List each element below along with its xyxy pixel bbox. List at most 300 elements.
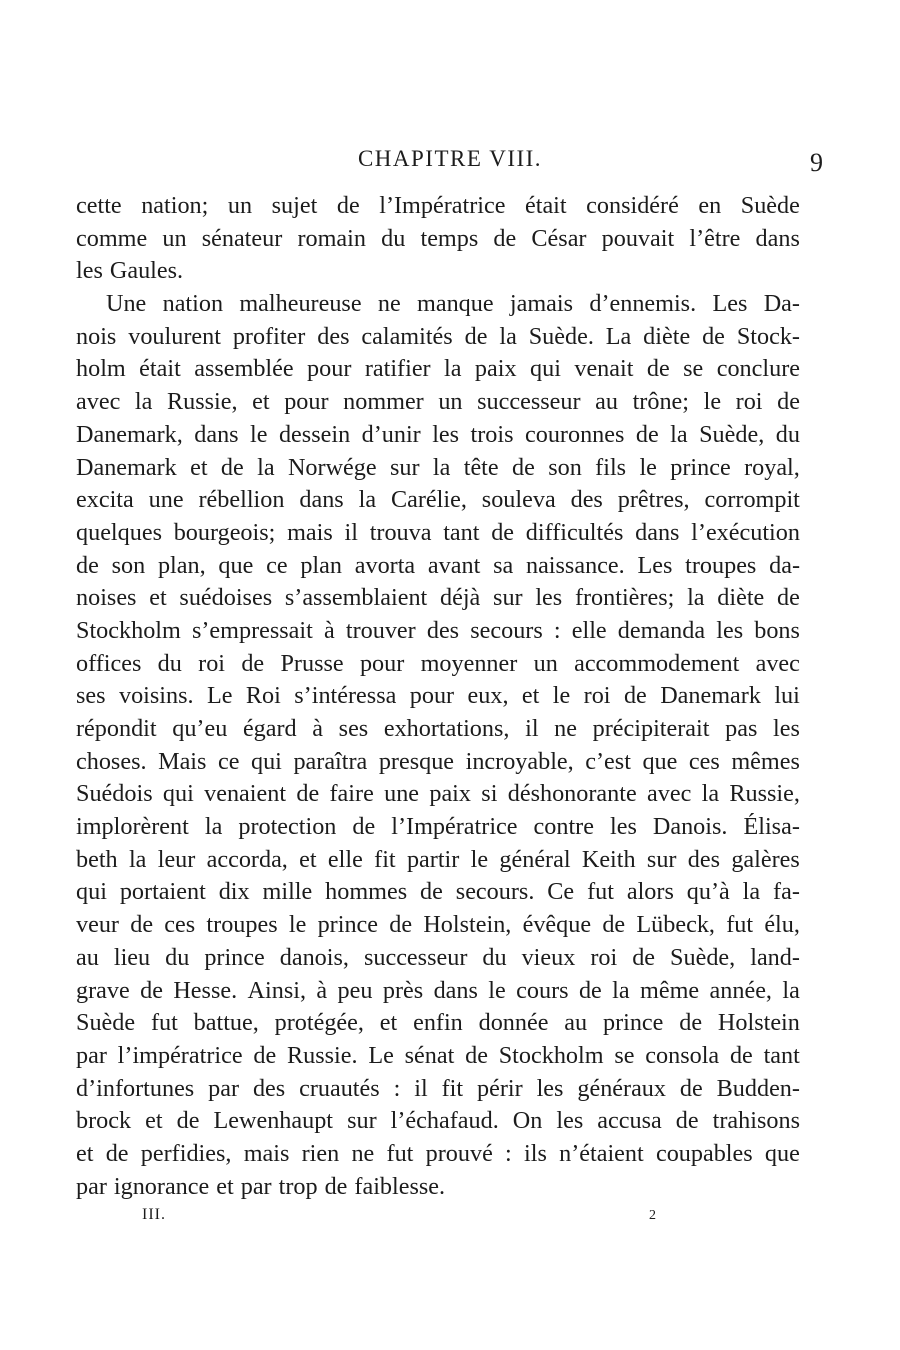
word: du [165, 943, 190, 971]
text-line [76, 648, 800, 681]
word: paix [474, 355, 517, 383]
word: faiblesse. [354, 1172, 446, 1200]
word: pouvait [601, 224, 675, 252]
word: répondit [76, 715, 157, 742]
word: On [512, 1107, 543, 1135]
word: choses. [76, 747, 147, 775]
text-line [76, 386, 800, 419]
word: da- [769, 551, 800, 579]
word: de [420, 878, 443, 906]
word: ratifier [364, 355, 431, 383]
word: le [470, 845, 489, 873]
word: que [218, 551, 254, 579]
word: La [605, 322, 632, 350]
word: ses [76, 682, 106, 710]
word: le [552, 682, 571, 710]
word: évêque [522, 911, 592, 939]
word: offices [76, 649, 142, 677]
word: en [698, 192, 722, 219]
text-line [76, 321, 800, 354]
text-line [76, 517, 800, 550]
word: Hesse. [173, 976, 238, 1004]
word: un [162, 224, 187, 252]
word: naissance. [525, 551, 625, 579]
word: venait [574, 355, 634, 383]
word: la [444, 355, 462, 383]
word: c’est [585, 747, 631, 775]
word: au [564, 1009, 588, 1037]
word: et [252, 388, 270, 416]
word: danois, [279, 943, 349, 971]
word: précipiterait [592, 715, 710, 742]
word: la [742, 878, 761, 906]
word: fils [595, 453, 627, 481]
word: nommer [343, 388, 424, 416]
text-line [76, 876, 800, 909]
word: perfidies, [140, 1139, 232, 1167]
word: : [505, 1139, 512, 1167]
word: la [499, 322, 517, 350]
word: rébellion [198, 486, 285, 514]
word: périr [477, 1074, 523, 1102]
word: pour [359, 649, 405, 677]
word: de [491, 518, 515, 546]
word: tant [763, 1041, 800, 1069]
word: roi [590, 943, 618, 971]
word: excita [76, 486, 134, 514]
word: accorda, [206, 845, 288, 873]
page-footer [0, 1206, 900, 1230]
word: ce [217, 747, 240, 775]
text-line [76, 255, 800, 288]
word: suédoises [179, 584, 273, 612]
word: déshonorante [507, 780, 637, 808]
word: une [384, 780, 420, 808]
word: battue, [193, 1009, 259, 1037]
word: par [76, 1041, 107, 1069]
page-number: 9 [810, 148, 823, 177]
word: de [729, 1041, 753, 1069]
word: l’Impératrice [391, 813, 518, 841]
word: conclure [716, 355, 800, 383]
word: Ainsi, [247, 976, 307, 1004]
text-line [76, 909, 800, 942]
word: pour [307, 355, 352, 383]
word: : [393, 1074, 401, 1102]
word: de [130, 911, 154, 939]
text-line [76, 1073, 800, 1106]
word: vieux [521, 943, 576, 971]
word: l’être [689, 224, 741, 252]
word: Holstein [717, 1009, 800, 1037]
word: nation [162, 290, 224, 318]
word: César [531, 224, 587, 252]
word: Mais [158, 747, 207, 775]
word: Danois. [652, 813, 728, 841]
word: bons [754, 616, 800, 644]
word: dessein [278, 420, 351, 448]
word: prince [204, 943, 265, 971]
text-line [76, 223, 800, 256]
word: paraîtra [293, 747, 368, 775]
word: sur [347, 1107, 377, 1135]
word: les [556, 1107, 584, 1135]
word: fa- [773, 878, 800, 906]
word: nois [76, 322, 117, 350]
word: avec [76, 388, 121, 416]
word: corrompit [704, 486, 800, 514]
word: nation; [141, 192, 209, 219]
word: prince [670, 453, 731, 481]
text-line [76, 942, 800, 975]
word: enfin [413, 1009, 463, 1037]
word: sujet [271, 192, 318, 219]
word: plan [300, 551, 342, 579]
word: tant [443, 518, 480, 546]
word: qui [76, 878, 107, 906]
word: pour [409, 682, 455, 710]
word: cours [516, 976, 569, 1004]
word: s’assemblaient [284, 584, 428, 612]
word: jamais [509, 290, 574, 318]
word: presque [378, 747, 455, 775]
word: trois [470, 420, 514, 448]
word: dans [433, 976, 478, 1004]
word: fut [150, 1009, 178, 1037]
word: royal, [744, 453, 800, 481]
word: profiter [232, 322, 306, 350]
text-line [76, 778, 800, 811]
text-line [76, 550, 800, 583]
word: quelques [76, 518, 162, 546]
word: les [536, 1074, 564, 1102]
word: mille [262, 878, 313, 906]
word: ses [338, 715, 369, 742]
word: lui [774, 682, 800, 710]
word: était [524, 192, 567, 219]
word: ces [164, 911, 196, 939]
word: de [777, 584, 800, 612]
text-line [76, 1105, 800, 1138]
word: Une [106, 290, 147, 318]
word: grave [76, 976, 130, 1004]
word: égard [242, 715, 297, 742]
word: Stock- [736, 322, 800, 350]
word: sa [493, 551, 514, 579]
word: coupables [655, 1139, 753, 1167]
word: il [414, 1074, 428, 1102]
word: Carélie, [391, 486, 467, 514]
word: partir [406, 845, 460, 873]
sheet-signature: 2 [649, 1208, 656, 1223]
word: land- [750, 943, 800, 971]
word: de [632, 943, 656, 971]
word: de [296, 780, 320, 808]
word: des [317, 322, 350, 350]
word: comme [76, 224, 148, 252]
word: de [464, 322, 488, 350]
word: Stockholm [76, 616, 181, 644]
word: bourgeois; [173, 518, 276, 546]
word: Élisa- [743, 813, 800, 841]
word: était [139, 355, 181, 383]
word: du [381, 224, 406, 252]
word: Danemark [76, 453, 177, 481]
word: trouva [369, 518, 432, 546]
word: trop [278, 1172, 318, 1200]
word: dans [194, 420, 239, 448]
word: de [675, 1107, 699, 1135]
word: la [670, 420, 688, 448]
word: Suède. [528, 322, 594, 350]
text-line [76, 713, 800, 746]
word: de [105, 1139, 129, 1167]
word: Roi [245, 682, 281, 710]
word: les [772, 715, 800, 742]
word: Gaules. [109, 257, 184, 285]
word: déjà [440, 584, 481, 612]
word: Le [206, 682, 233, 710]
word: accusa [597, 1107, 662, 1135]
word: secours [470, 616, 543, 644]
text-line [76, 1007, 800, 1040]
word: le [639, 453, 657, 481]
word: de [324, 1172, 348, 1200]
text-line [76, 1138, 800, 1171]
word: les [716, 616, 744, 644]
word: prouvé [425, 1139, 493, 1167]
word: holm [76, 355, 126, 383]
text-line [76, 844, 800, 877]
word: et [379, 1009, 398, 1037]
word: un [227, 192, 253, 219]
word: tête [463, 453, 499, 481]
text-line [76, 975, 800, 1008]
word: ne [377, 290, 401, 318]
word: troupes [206, 911, 278, 939]
word: le [288, 911, 307, 939]
word: par [208, 1074, 240, 1102]
word: qui [250, 747, 282, 775]
word: généraux [577, 1074, 666, 1102]
word: et [145, 1107, 163, 1135]
word: la [701, 780, 720, 808]
word: de [176, 1107, 200, 1135]
word: galères [731, 845, 800, 873]
body-text [76, 190, 800, 1203]
word: leur [157, 845, 196, 873]
word: lieu [113, 943, 151, 971]
word: à [323, 616, 335, 644]
word: et [149, 584, 167, 612]
word: : [553, 616, 561, 644]
word: de [253, 1041, 277, 1069]
word: un [533, 649, 558, 677]
word: et [216, 1172, 234, 1200]
word: des [426, 616, 460, 644]
text-line [76, 680, 800, 713]
word: les [432, 420, 460, 448]
text-line [76, 452, 800, 485]
word: de [493, 224, 517, 252]
word: successeur [477, 388, 581, 416]
word: de [140, 976, 163, 1004]
word: il [525, 715, 539, 742]
word: de [336, 192, 360, 219]
word: donnée [478, 1009, 549, 1037]
word: un [438, 388, 463, 416]
word: pas [725, 715, 758, 742]
word: l’Impératrice [379, 192, 506, 219]
word: et [521, 682, 540, 710]
word: qui [162, 780, 194, 808]
word: hommes [325, 878, 408, 906]
word: Suède, [699, 420, 765, 448]
word: Da- [763, 290, 800, 318]
word: général [499, 845, 571, 873]
word: Ce [547, 878, 575, 906]
word: difficultés [525, 518, 624, 546]
word: la [134, 388, 153, 416]
word: calamités [361, 322, 453, 350]
word: Holstein, [423, 911, 512, 939]
word: fut [587, 878, 614, 906]
text-line [76, 1171, 800, 1204]
word: Stockholm [498, 1041, 604, 1069]
word: couronnes [525, 420, 625, 448]
word: de [465, 1041, 488, 1069]
word: beth [76, 845, 118, 873]
word: prince [602, 1009, 664, 1037]
word: peu [337, 976, 373, 1004]
word: prêtres, [617, 486, 690, 514]
word: l’impératrice [117, 1041, 243, 1069]
word: la [257, 453, 275, 481]
word: ces [688, 747, 720, 775]
word: la [128, 845, 147, 873]
word: Danemark, [76, 420, 183, 448]
word: ignorance [113, 1172, 210, 1200]
word: cette [76, 192, 122, 219]
text-line [76, 811, 800, 844]
word: se [683, 355, 704, 383]
word: mais [243, 1139, 290, 1167]
running-head: CHAPITRE VIII. [357, 146, 543, 171]
text-line [76, 484, 800, 517]
word: avec [647, 780, 692, 808]
word: Le [368, 1041, 394, 1069]
word: sur [493, 584, 523, 612]
word: Lewenhaupt [213, 1107, 334, 1135]
word: Les [637, 551, 673, 579]
word: mêmes [731, 747, 800, 775]
word: paix [429, 780, 471, 808]
word: trouver [345, 616, 416, 644]
word: romain [297, 224, 366, 252]
word: de [679, 1009, 703, 1037]
word: Budden- [716, 1074, 800, 1102]
word: elle [571, 616, 607, 644]
word: Russie. [286, 1041, 358, 1069]
word: avec [755, 649, 800, 677]
text-line [76, 1040, 800, 1073]
word: secours. [455, 878, 535, 906]
text-line [76, 582, 800, 615]
word: s’empressait [191, 616, 313, 644]
word: contre [533, 813, 594, 841]
word: année, [709, 976, 772, 1004]
word: la [358, 486, 377, 514]
word: venaient [204, 780, 287, 808]
word: de [76, 551, 99, 579]
text-line [76, 615, 800, 648]
word: dix [218, 878, 250, 906]
text-line [76, 419, 800, 452]
word: manque [417, 290, 494, 318]
word: du [775, 420, 800, 448]
word: la [612, 976, 630, 1004]
word: les [609, 813, 637, 841]
word: successeur [363, 943, 468, 971]
word: considéré [586, 192, 679, 219]
word: sénat [404, 1041, 455, 1069]
word: dans [635, 518, 680, 546]
text-line [76, 288, 800, 321]
word: assemblée [194, 355, 294, 383]
word: les [535, 584, 563, 612]
word: Prusse [280, 649, 344, 677]
word: roi [735, 388, 763, 416]
word: implorèrent [76, 813, 189, 841]
word: l’échafaud. [390, 1107, 499, 1135]
word: roi [583, 682, 611, 710]
word: d’ennemis. [589, 290, 697, 318]
word: même [640, 976, 700, 1004]
word: cruautés [299, 1074, 380, 1102]
word: près [382, 976, 424, 1004]
word: du [157, 649, 182, 677]
word: n’étaient [559, 1139, 644, 1167]
word: de [389, 911, 413, 939]
word: Lübeck, [636, 911, 715, 939]
word: Russie, [729, 780, 800, 808]
word: portaient [119, 878, 206, 906]
word: voulurent [128, 322, 221, 350]
word: de [702, 322, 725, 350]
page-header [0, 146, 900, 182]
word: sur [646, 845, 677, 873]
word: dans [755, 224, 800, 252]
word: malheureuse [239, 290, 362, 318]
word: qu’eu [172, 715, 228, 742]
word: son [548, 453, 582, 481]
word: souleva [481, 486, 556, 514]
text-line [76, 190, 800, 223]
word: de [679, 1074, 703, 1102]
word: Suède [76, 1009, 136, 1037]
word: roi [198, 649, 226, 677]
word: se [614, 1041, 635, 1069]
word: des [252, 1074, 286, 1102]
word: moyenner [420, 649, 518, 677]
word: de [241, 649, 265, 677]
word: demanda [617, 616, 706, 644]
word: elle [327, 845, 363, 873]
word: au [76, 943, 99, 971]
word: plan, [157, 551, 206, 579]
word: faire [329, 780, 374, 808]
word: de [578, 976, 602, 1004]
